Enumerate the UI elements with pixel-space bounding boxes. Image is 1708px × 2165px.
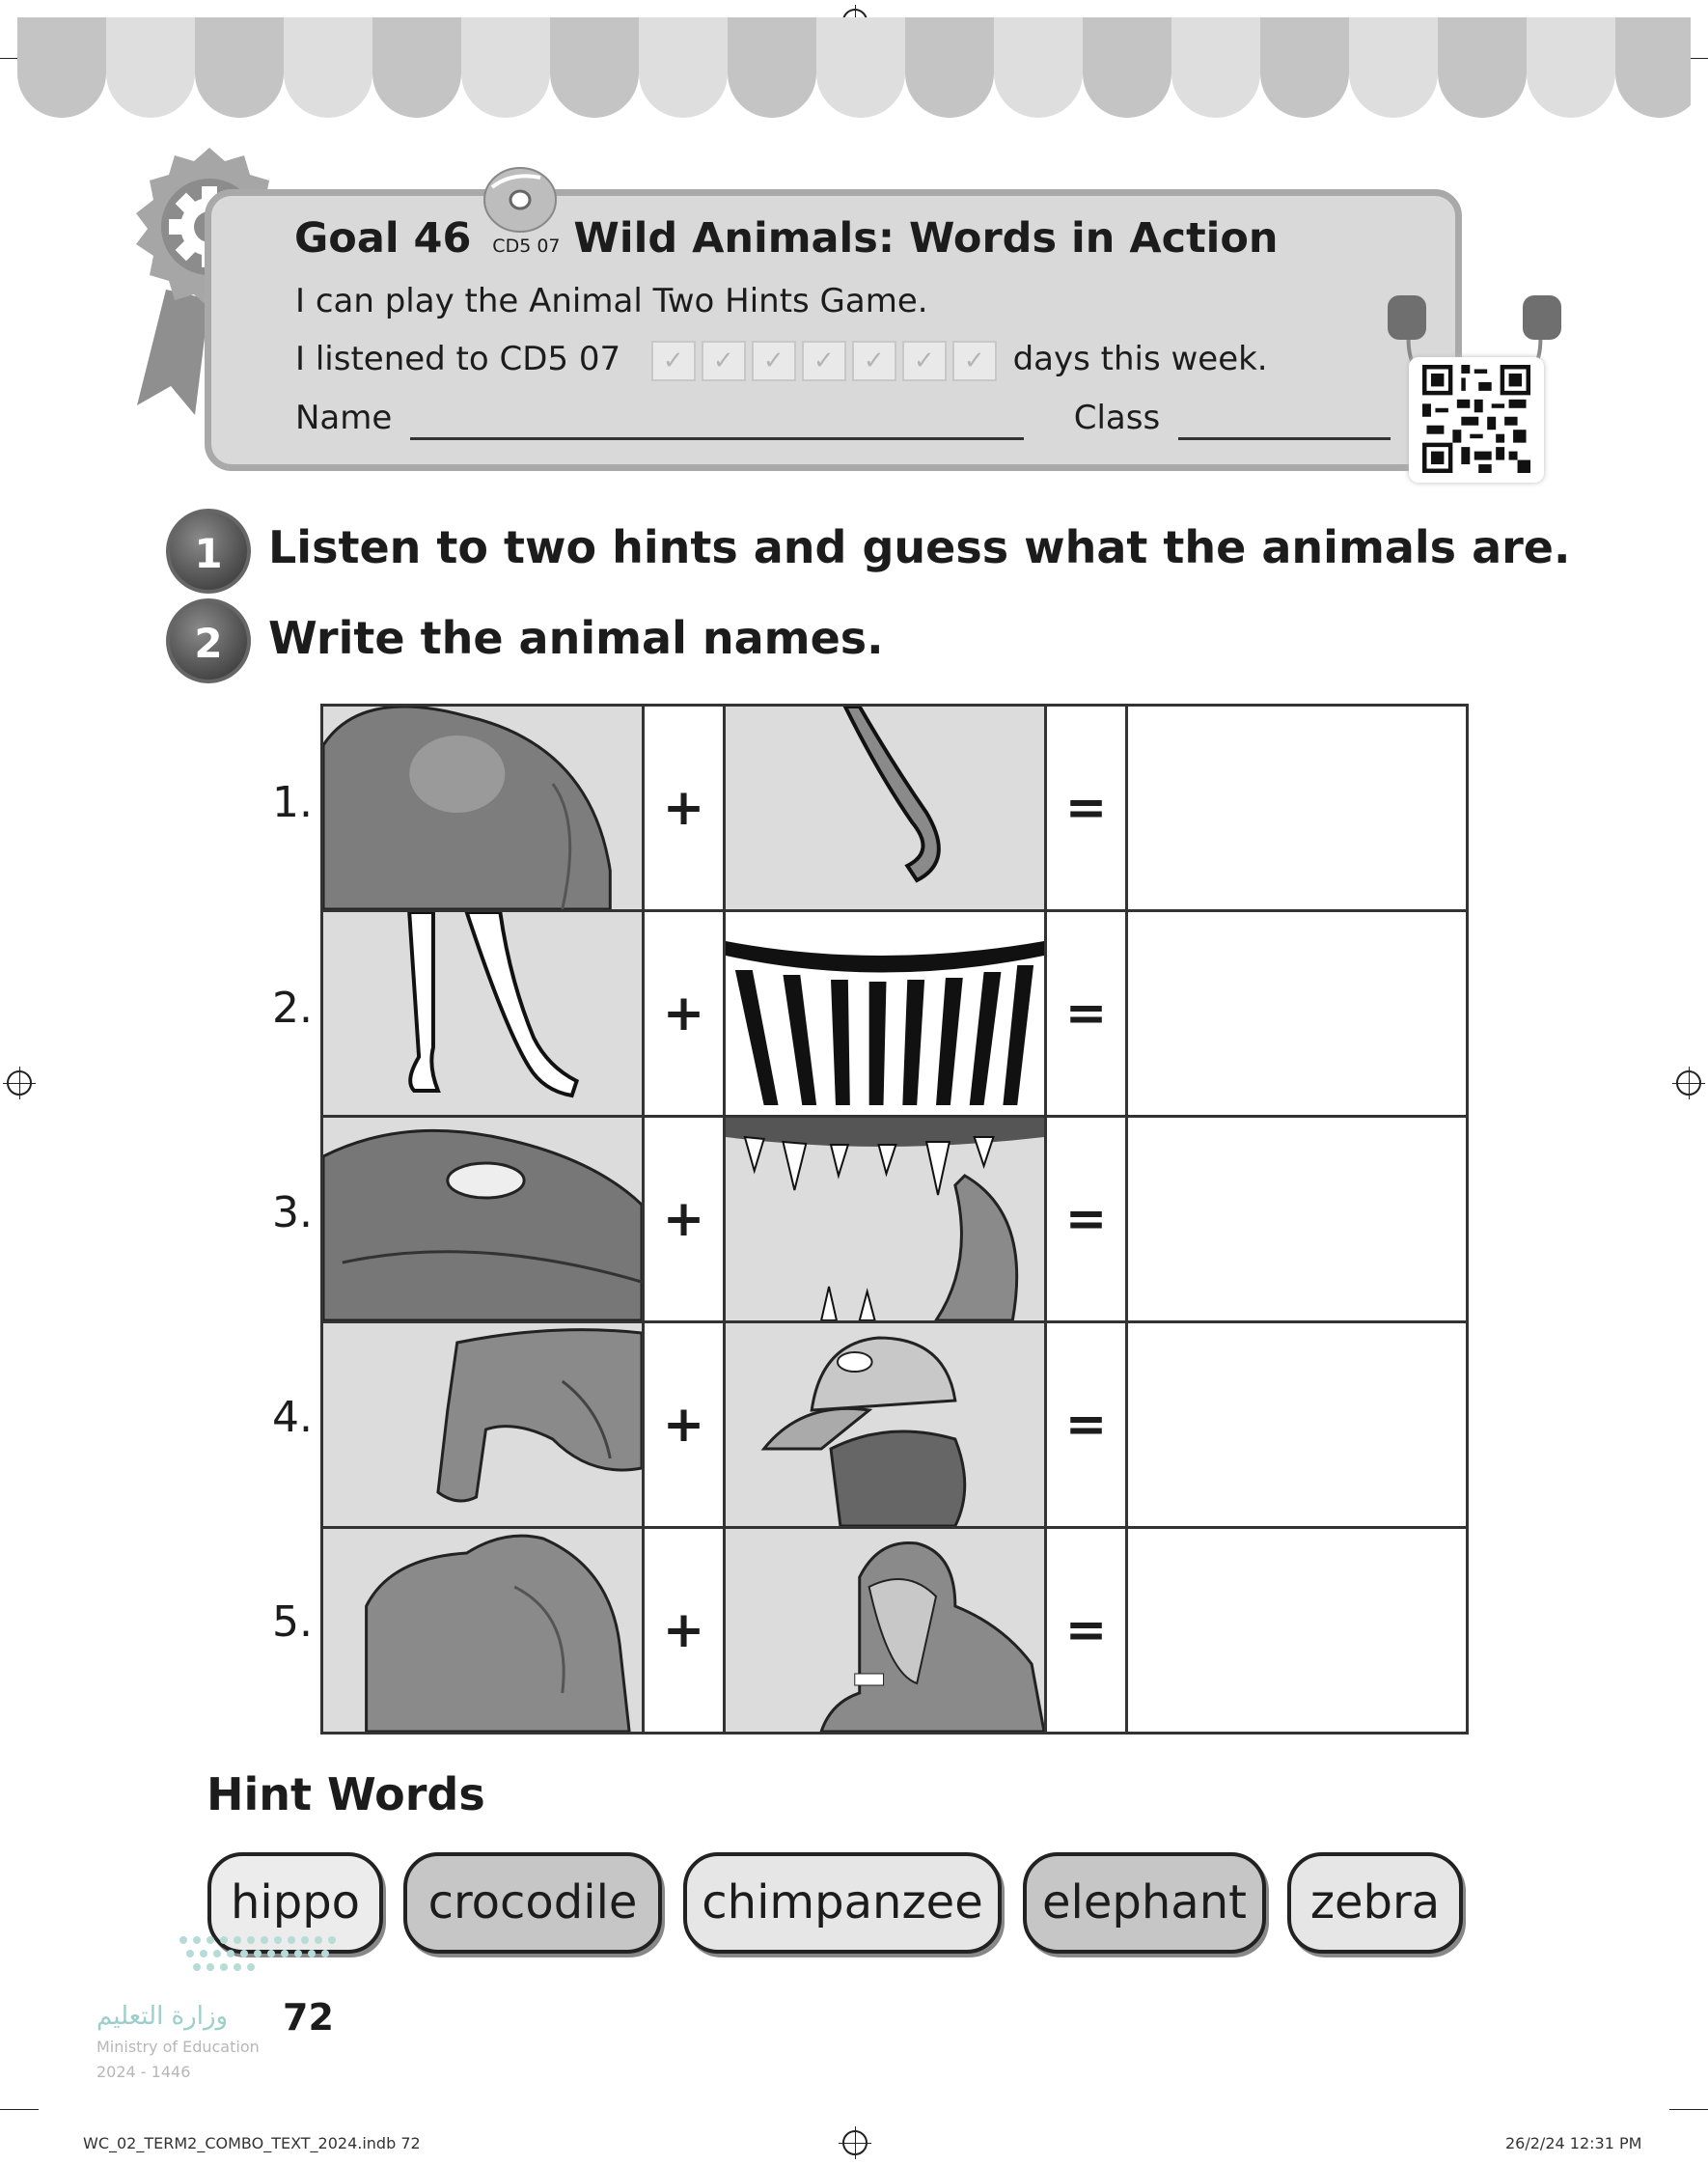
equals-sign: = [1046,1322,1127,1528]
step-number-badge: 2 [166,598,251,683]
crop-mark [1669,2109,1708,2110]
hippo-mouth-image [725,1528,1046,1734]
ministry-dots-logo-icon [176,1930,344,1984]
awning-scallop [106,17,195,118]
answer-box[interactable] [1127,911,1468,1117]
plus-sign: + [644,1322,725,1528]
teeth-mouth-image [725,1117,1046,1322]
cd-track-label: CD5 07 [492,236,561,257]
equals-sign: = [1046,911,1127,1117]
awning-scallop [639,17,728,118]
equals-sign: = [1046,706,1127,911]
instruction-2: Write the animal names. [268,612,884,664]
rhino-body-image [322,1528,644,1734]
answer-box[interactable] [1127,1322,1468,1528]
table-row [322,1322,1468,1528]
equals-sign: = [1046,1117,1127,1322]
qr-code[interactable] [1409,357,1544,483]
day-checkbox[interactable]: ✓ [702,341,746,381]
animal-hint-grid [320,704,1469,1735]
awning-scallop [994,17,1083,118]
listened-prefix: I listened to CD5 07 [295,340,621,378]
class-label: Class [1073,399,1161,437]
table-row [322,1117,1468,1322]
answer-box[interactable] [1127,1528,1468,1734]
day-checkbox[interactable]: ✓ [651,341,696,381]
table-row [322,706,1468,911]
awning-scallop [550,17,639,118]
awning-scallop [1349,17,1438,118]
hint-word-chimpanzee[interactable]: chimpanzee [683,1852,1002,1954]
scalloped-awning [17,17,1691,124]
awning-scallop [816,17,905,118]
hint-word-hippo[interactable]: hippo [207,1852,383,1954]
awning-scallop [1083,17,1171,118]
file-name: WC_02_TERM2_COMBO_TEXT_2024.indb 72 [83,2134,421,2152]
registration-mark [842,2130,868,2155]
instruction-1: Listen to two hints and guess what the animals are. [268,521,1571,573]
day-checkbox[interactable]: ✓ [802,341,846,381]
name-class-row [295,399,1391,440]
awning-scallop [372,17,461,118]
name-label: Name [295,399,393,437]
listening-tracker [295,340,1268,381]
row-number: 2. [272,984,313,1033]
hint-word-elephant[interactable]: elephant [1023,1852,1266,1954]
plus-sign: + [644,911,725,1117]
row-number: 1. [272,778,313,827]
row-number: 5. [272,1597,313,1647]
hint-words-title: Hint Words [207,1768,485,1820]
name-field[interactable] [410,399,1024,440]
day-checkbox[interactable]: ✓ [752,341,796,381]
hint-word-zebra[interactable]: zebra [1287,1852,1463,1954]
goal-number: Goal 46 [294,214,472,263]
step-number-badge: 1 [166,509,251,594]
awning-scallop [461,17,550,118]
hint-word-crocodile[interactable]: crocodile [403,1852,662,1954]
answer-box[interactable] [1127,1117,1468,1322]
gorilla-arm-image [322,1322,644,1528]
plus-sign: + [644,1528,725,1734]
monkey-cap-image [725,1322,1046,1528]
awning-scallop [1438,17,1527,118]
camel-hump-image [322,706,644,911]
day-checkbox[interactable]: ✓ [852,341,896,381]
ministry-arabic-text: وزارة التعليم [96,2002,229,2031]
registration-mark [7,1070,32,1096]
awning-scallop [284,17,372,118]
ministry-year-text: 2024 - 1446 [96,2063,191,2081]
print-timestamp: 26/2/24 12:31 PM [1505,2134,1642,2152]
can-statement: I can play the Animal Two Hints Game. [295,282,928,320]
goal-title [294,214,1279,263]
awning-scallop [905,17,994,118]
row-number: 3. [272,1188,313,1237]
goal-heading: Wild Animals: Words in Action [573,214,1279,263]
crocodile-eye-image [322,1117,644,1322]
page-number: 72 [283,1996,334,2039]
zebra-stripes-image [725,911,1046,1117]
table-row [322,911,1468,1117]
awning-scallop [728,17,816,118]
plus-sign: + [644,1117,725,1322]
awning-scallop [1527,17,1615,118]
qr-code-icon [1422,365,1530,473]
awning-scallop [17,17,106,118]
table-row [322,1528,1468,1734]
plus-sign: + [644,706,725,911]
ministry-english-text: Ministry of Education [96,2038,260,2056]
day-checkbox[interactable]: ✓ [952,341,997,381]
registration-mark [1676,1070,1701,1096]
listened-suffix: days this week. [1012,340,1268,378]
awning-scallop [1171,17,1260,118]
awning-scallop [195,17,284,118]
row-number: 4. [272,1393,313,1442]
class-field[interactable] [1178,399,1391,440]
day-checkbox[interactable]: ✓ [902,341,947,381]
equals-sign: = [1046,1528,1127,1734]
awning-scallop [1260,17,1349,118]
elephant-trunk-image [725,706,1046,911]
awning-scallop [1615,17,1691,118]
answer-box[interactable] [1127,706,1468,911]
horse-legs-image [322,911,644,1117]
crop-mark [0,2109,39,2110]
